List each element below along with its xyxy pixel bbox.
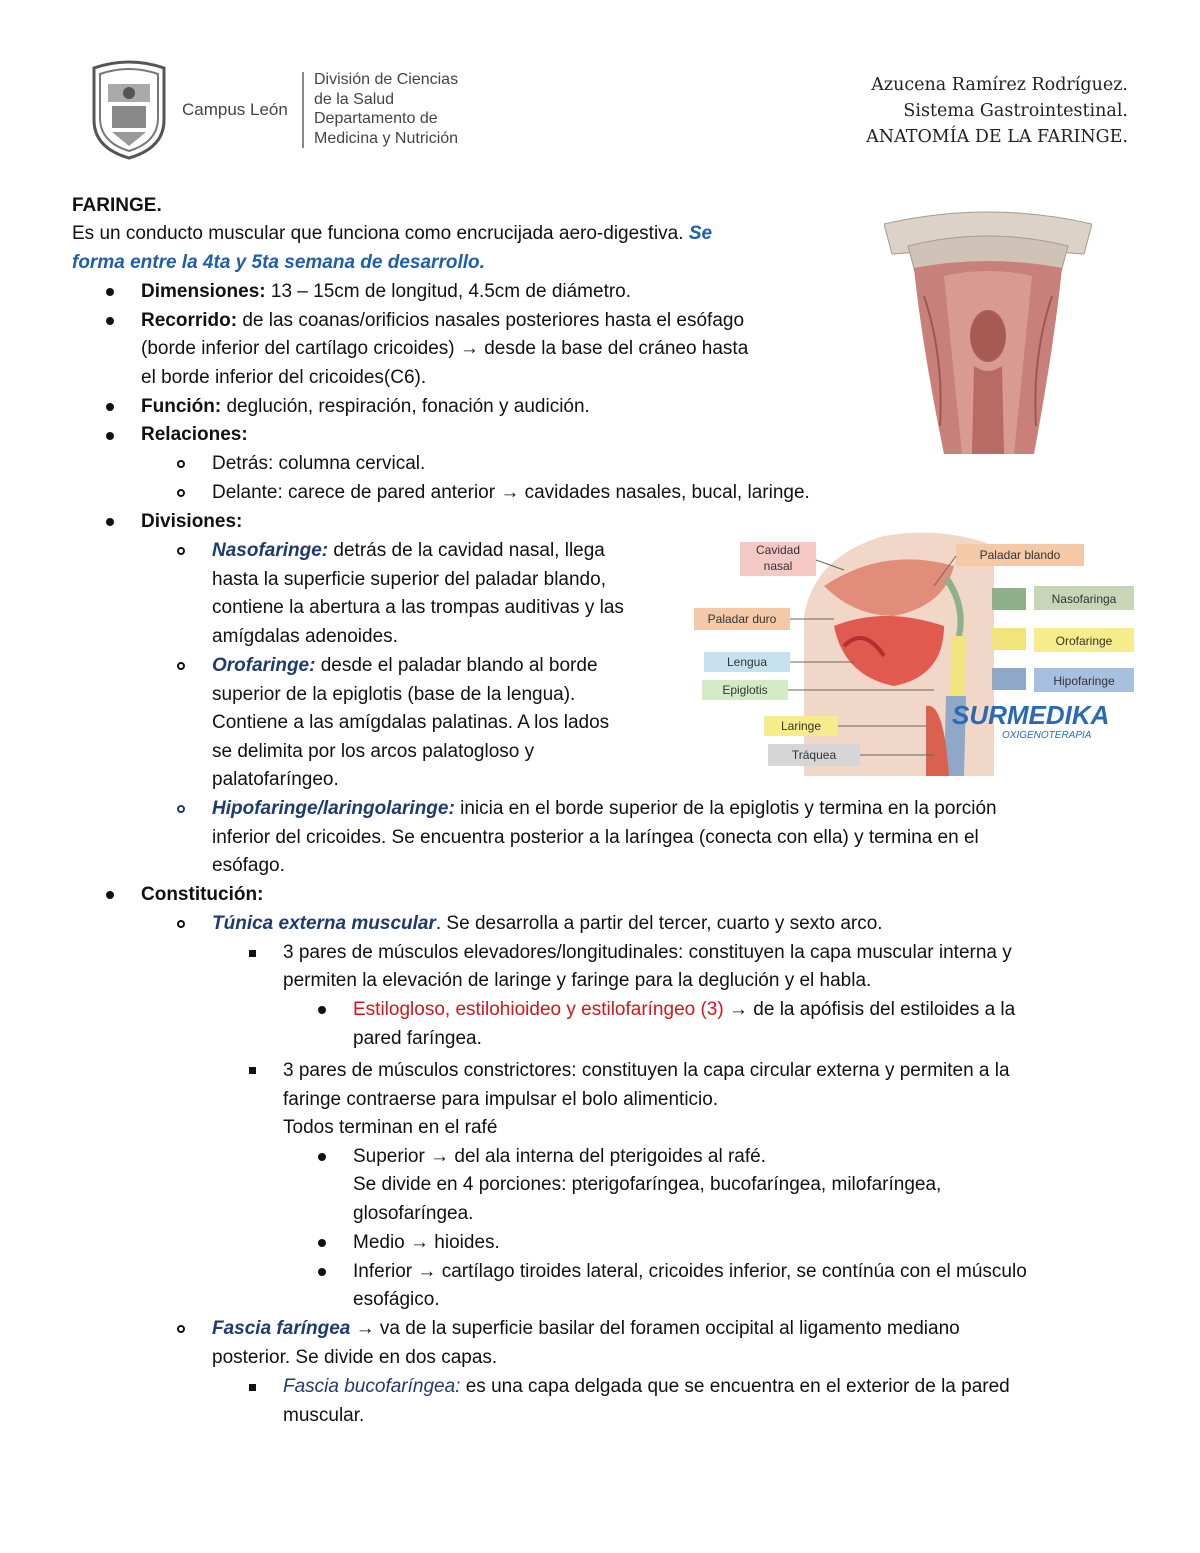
label-paladar-blando: Paladar blando <box>979 548 1061 562</box>
doc-title: FARINGE. <box>72 195 162 216</box>
estilo-line-2: pared faríngea. <box>353 1028 482 1049</box>
label-laringe: Laringe <box>780 719 822 733</box>
intro-text: Es un conducto muscular que funciona como encrucijada aero-digestiva. <box>72 223 684 244</box>
recorrido-line-2: (borde inferior del cartílago cricoides) → desde la base del cráneo hasta <box>141 338 749 359</box>
dim-label: Dimensiones: <box>141 281 266 302</box>
inferior-line-1: Inferior → cartílago tiroides lateral, cricoides inferior, se contínúa con el músculo <box>353 1261 1027 1282</box>
recorrido-line-3: el borde inferior del cricoides(C6). <box>141 367 427 388</box>
university-seal-logo <box>88 60 170 160</box>
bullet-dot <box>106 403 114 411</box>
bullet-dot <box>318 1239 326 1247</box>
naso-line-4: amígdalas adenoides. <box>212 626 398 647</box>
hipo-line-2: inferior del cricoides. Se encuentra posterior a la laríngea (conecta con ella) y termina en el <box>212 827 979 848</box>
tunica-item <box>212 910 883 939</box>
author-name: Azucena Ramírez Rodríguez. <box>871 75 1128 95</box>
recorrido-item <box>141 307 744 336</box>
label-traquea: Tráquea <box>791 748 837 762</box>
brand-watermark: SURMEDIKA <box>952 700 1110 730</box>
naso-line-2: hasta la superficie superior del paladar blando, <box>212 569 606 590</box>
label-cavidad-1: Cavidad <box>755 543 801 557</box>
bullet-circle <box>177 662 185 670</box>
label-nasofaringa: Nasofaringa <box>1051 592 1117 606</box>
pharynx-divisions-diagram <box>694 526 1138 776</box>
hipo-line-3: esófago. <box>212 855 285 876</box>
tunica-label: Túnica externa muscular <box>212 913 436 934</box>
bullet-circle <box>177 1325 185 1333</box>
header-info <box>866 72 1128 150</box>
bullet-square <box>249 950 256 957</box>
division-line: División de Ciencias <box>314 71 459 88</box>
bullet-dot <box>106 518 114 526</box>
brand-subtitle: OXIGENOTERAPIA <box>1002 730 1092 741</box>
fascia-buco-item <box>283 1373 1010 1402</box>
course-name: Sistema Gastrointestinal. <box>903 101 1128 121</box>
intro-line-1 <box>72 220 712 249</box>
bullet-circle <box>177 920 185 928</box>
oro-line-4: se delimita por los arcos palatogloso y <box>212 741 535 762</box>
fb-label: Fascia bucofaríngea: <box>283 1376 461 1397</box>
bullet-dot <box>318 1268 326 1276</box>
intro-highlight-2: forma entre la 4ta y 5ta semana de desarrollo. <box>72 252 485 273</box>
rec-label: Recorrido: <box>141 310 238 331</box>
naso-text: detrás de la cavidad nasal, llega <box>333 540 605 561</box>
fb-text: es una capa delgada que se encuentra en el exterior de la pared <box>460 1376 1010 1397</box>
oro-line-3: Contiene a las amígdalas palatinas. A los lados <box>212 712 610 733</box>
relacion-delante: Delante: carece de pared anterior → cavidades nasales, bucal, laringe. <box>212 482 810 503</box>
constitucion-label: Constitución: <box>141 884 264 905</box>
intro-highlight: Se <box>688 223 713 244</box>
func-text: deglución, respiración, fonación y audición. <box>226 396 590 417</box>
bullet-dot <box>106 891 114 899</box>
funcion-item <box>141 393 590 422</box>
header-divider <box>302 72 304 148</box>
estilo-item <box>353 996 1015 1025</box>
superior-line-2: Se divide en 4 porciones: pterigofaríngea, bucofaríngea, milofaríngea, <box>353 1174 942 1195</box>
bullet-circle <box>177 547 185 555</box>
bullet-circle <box>177 805 185 813</box>
hipo-label: Hipofaringe/laringolaringe: <box>212 798 455 819</box>
fascia-item <box>212 1315 960 1344</box>
division-line: de la Salud <box>314 90 395 108</box>
medio-item: Medio → hioides. <box>353 1232 500 1253</box>
stylo-muscles: Estilogloso, estilohioideo y estilofaríngeo (3) <box>353 999 724 1020</box>
elevadores-line-2: permiten la elevación de laringe y faringe para la deglución y el habla. <box>283 970 872 991</box>
label-orofaringe: Orofaringe <box>1055 634 1113 648</box>
division-line: Medicina y Nutrición <box>314 129 459 147</box>
naso-label: Nasofaringe: <box>212 540 329 561</box>
func-label: Función: <box>141 396 222 417</box>
fascia-line-2: posterior. Se divide en dos capas. <box>212 1347 498 1368</box>
tunica-text: . Se desarrolla a partir del tercer, cuarto y sexto arco. <box>435 913 883 934</box>
pharynx-posterior-illustration <box>884 206 1092 454</box>
label-paladar-duro: Paladar duro <box>707 612 777 626</box>
bullet-dot <box>106 288 114 296</box>
campus-name: Campus León <box>182 100 288 119</box>
rec-text: de las coanas/orificios nasales posteriores hasta el esófago <box>242 310 745 331</box>
constrictores-line-1: 3 pares de músculos constrictores: constituyen la capa circular externa y permiten a la <box>283 1060 1010 1081</box>
oro-label: Orofaringe: <box>212 655 316 676</box>
oro-line-5: palatofaríngeo. <box>212 769 339 790</box>
bullet-dot <box>106 317 114 325</box>
topic-name: ANATOMÍA DE LA FARINGE. <box>866 127 1128 147</box>
label-cavidad-2: nasal <box>763 559 793 573</box>
constrictores-line-3: Todos terminan en el rafé <box>283 1117 498 1138</box>
fascia-label: Fascia faríngea <box>212 1318 351 1339</box>
dim-text: 13 – 15cm de longitud, 4.5cm de diámetro. <box>270 281 632 302</box>
constrictores-line-2: faringe contraerse para impulsar el bolo alimenticio. <box>283 1089 719 1110</box>
division-name <box>314 70 458 148</box>
bullet-square <box>249 1384 256 1391</box>
bullet-dot <box>106 432 114 440</box>
bullet-circle <box>177 489 185 497</box>
bullet-dot <box>318 1153 326 1161</box>
relaciones-label: Relaciones: <box>141 424 248 445</box>
hipo-text: inicia en el borde superior de la epiglotis y termina en la porción <box>460 798 997 819</box>
orofaringe-item <box>212 652 598 681</box>
label-lengua: Lengua <box>726 655 768 669</box>
division-line: Departamento de <box>314 110 438 127</box>
fascia-text: → va de la superficie basilar del foramen occipital al ligamento mediano <box>350 1318 960 1339</box>
bullet-circle <box>177 460 185 468</box>
label-epiglotis: Epiglotis <box>722 683 768 697</box>
superior-line-1: Superior → del ala interna del pterigoides al rafé. <box>353 1146 766 1167</box>
superior-line-3: glosofaríngea. <box>353 1203 474 1224</box>
naso-line-3: contiene la abertura a las trompas auditivas y las <box>212 597 624 618</box>
bullet-dot <box>318 1006 326 1014</box>
fascia-buco-line-2: muscular. <box>283 1405 365 1426</box>
stylo-text: → de la apófisis del estiloides a la <box>723 999 1016 1020</box>
elevadores-line-1: 3 pares de músculos elevadores/longitudinales: constituyen la capa muscular interna y <box>283 942 1012 963</box>
oro-text: desde el paladar blando al borde <box>320 655 598 676</box>
relacion-detras: Detrás: columna cervical. <box>212 453 426 474</box>
hipofaringe-item <box>212 795 997 824</box>
nasofaringe-item <box>212 537 605 566</box>
oro-line-2: superior de la epiglotis (base de la lengua). <box>212 684 576 705</box>
dimensiones-item <box>141 278 631 307</box>
label-hipofaringe: Hipofaringe <box>1053 674 1115 688</box>
inferior-line-2: esofágico. <box>353 1289 440 1310</box>
divisiones-label: Divisiones: <box>141 511 243 532</box>
bullet-square <box>249 1067 256 1074</box>
